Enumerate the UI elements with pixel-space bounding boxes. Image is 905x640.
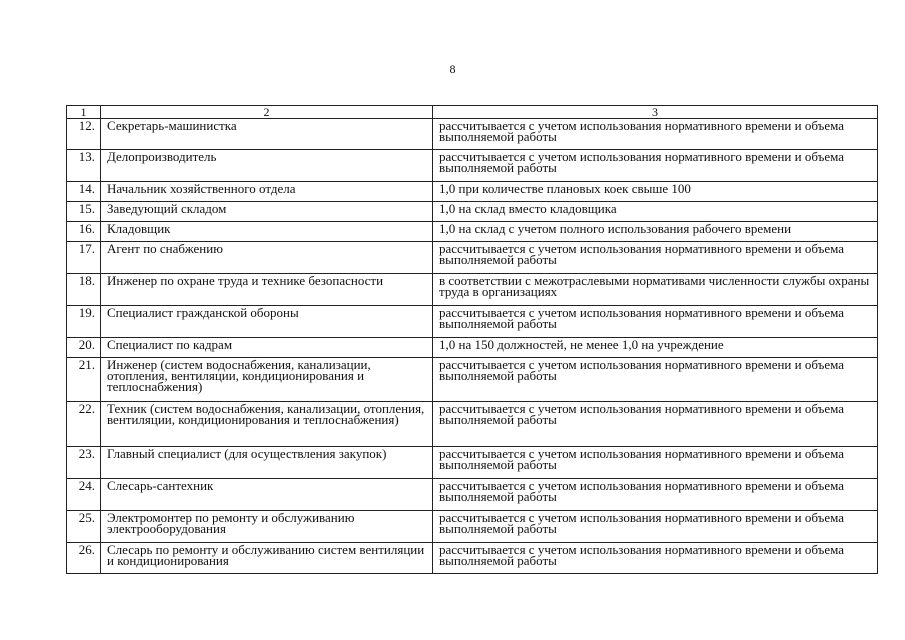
position-name: Электромонтер по ремонту и обслуживанию электрооборудования (101, 511, 433, 543)
position-name: Слесарь по ремонту и обслуживанию систем вентиляции и кондиционирования (101, 543, 433, 574)
header-col-2: 2 (101, 106, 433, 119)
staffing-norm: рассчитывается с учетом использования нормативного времени и объема выполняемой работы (433, 119, 878, 150)
table-row (67, 402, 878, 447)
row-number: 23. (67, 447, 101, 479)
table-row (67, 182, 878, 202)
table-row (67, 543, 878, 574)
staffing-norm: рассчитывается с учетом использования нормативного времени и объема выполняемой работы (433, 543, 878, 574)
row-number: 13. (67, 150, 101, 182)
position-name: Начальник хозяйственного отдела (101, 182, 433, 202)
row-number: 19. (67, 306, 101, 338)
row-number: 12. (67, 119, 101, 150)
position-name: Секретарь-машинистка (101, 119, 433, 150)
staffing-norm: рассчитывается с учетом использования нормативного времени и объема выполняемой работы (433, 447, 878, 479)
position-name: Агент по снабжению (101, 242, 433, 274)
table-row (67, 150, 878, 182)
staffing-table (66, 105, 878, 574)
table-row (67, 274, 878, 306)
position-name: Специалист гражданской обороны (101, 306, 433, 338)
staffing-norm: рассчитывается с учетом использования нормативного времени и объема выполняемой работы (433, 306, 878, 338)
table-row (67, 479, 878, 511)
row-number: 21. (67, 358, 101, 402)
position-name: Заведующий складом (101, 202, 433, 222)
header-col-1: 1 (67, 106, 101, 119)
page-number: 8 (449, 62, 456, 76)
staffing-norm: 1,0 на 150 должностей, не менее 1,0 на учреждение (433, 338, 878, 358)
staffing-norm: 1,0 при количестве плановых коек свыше 100 (433, 182, 878, 202)
row-number: 15. (67, 202, 101, 222)
position-name: Кладовщик (101, 222, 433, 242)
table-row (67, 222, 878, 242)
table-row (67, 202, 878, 222)
row-number: 24. (67, 479, 101, 511)
row-number: 14. (67, 182, 101, 202)
position-name: Специалист по кадрам (101, 338, 433, 358)
position-name: Главный специалист (для осуществления закупок) (101, 447, 433, 479)
table-row (67, 242, 878, 274)
row-number: 26. (67, 543, 101, 574)
header-row (67, 106, 878, 119)
table-row (67, 447, 878, 479)
position-name: Слесарь-сантехник (101, 479, 433, 511)
table-row (67, 358, 878, 402)
row-number: 25. (67, 511, 101, 543)
position-name: Делопроизводитель (101, 150, 433, 182)
staffing-norm: в соответствии с межотраслевыми нормативами численности службы охраны труда в организациях (433, 274, 878, 306)
header-col-3: 3 (433, 106, 878, 119)
position-name: Инженер по охране труда и технике безопасности (101, 274, 433, 306)
staffing-norm: 1,0 на склад вместо кладовщика (433, 202, 878, 222)
staffing-norm: рассчитывается с учетом использования нормативного времени и объема выполняемой работы (433, 511, 878, 543)
staffing-norm: 1,0 на склад с учетом полного использования рабочего времени (433, 222, 878, 242)
table-row (67, 338, 878, 358)
position-name: Техник (систем водоснабжения, канализации, отопления, вентиляции, кондиционирования и теплоснабжения) (101, 402, 433, 447)
row-number: 17. (67, 242, 101, 274)
staffing-norm: рассчитывается с учетом использования нормативного времени и объема выполняемой работы (433, 242, 878, 274)
table-row (67, 511, 878, 543)
table-row (67, 306, 878, 338)
staffing-norm: рассчитывается с учетом использования нормативного времени и объема выполняемой работы (433, 479, 878, 511)
staffing-norm: рассчитывается с учетом использования нормативного времени и объема выполняемой работы (433, 150, 878, 182)
position-name: Инженер (систем водоснабжения, канализации, отопления, вентиляции, кондиционирования и теплоснабжения) (101, 358, 433, 402)
staffing-norm: рассчитывается с учетом использования нормативного времени и объема выполняемой работы (433, 402, 878, 447)
staffing-norm: рассчитывается с учетом использования нормативного времени и объема выполняемой работы (433, 358, 878, 402)
row-number: 22. (67, 402, 101, 447)
row-number: 20. (67, 338, 101, 358)
row-number: 18. (67, 274, 101, 306)
row-number: 16. (67, 222, 101, 242)
table-row (67, 119, 878, 150)
